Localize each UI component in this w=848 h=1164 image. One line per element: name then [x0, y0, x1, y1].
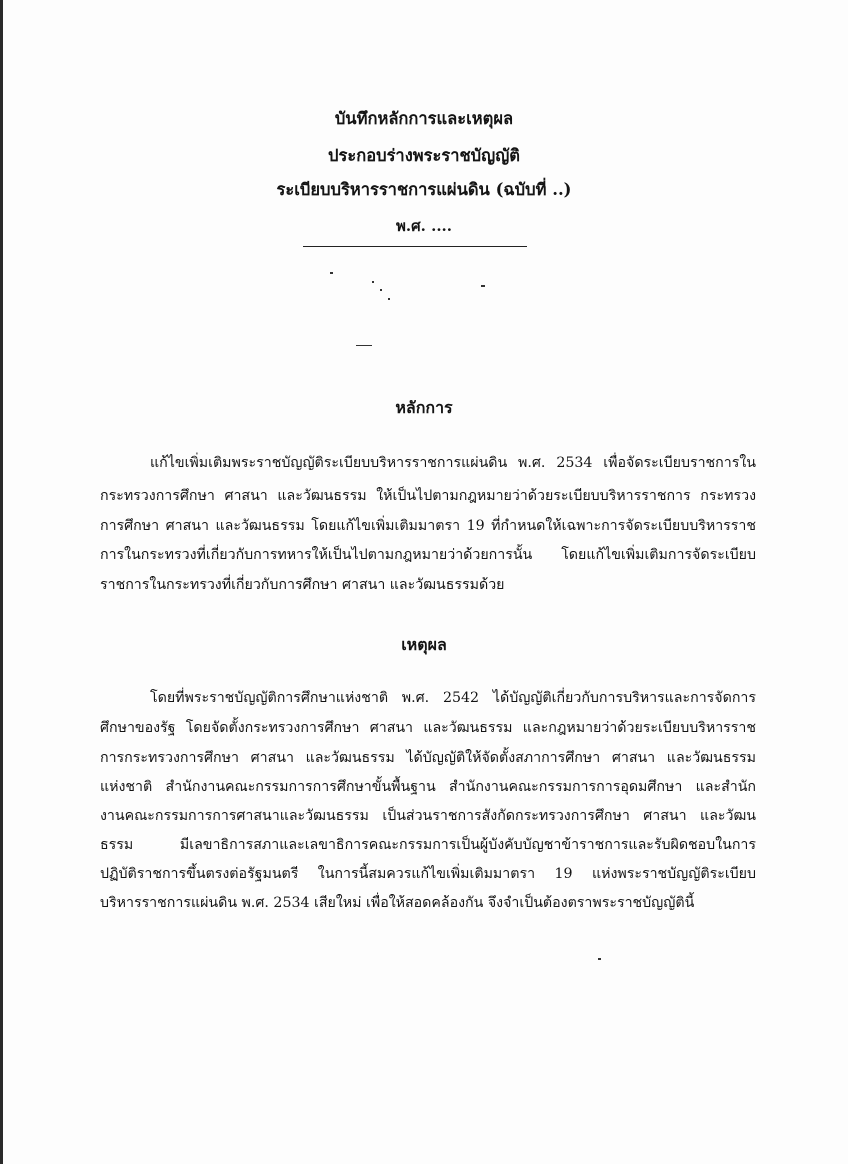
scan-speck: [330, 272, 333, 274]
scan-speck: [380, 289, 382, 291]
header-rule: [303, 246, 527, 247]
reason-line: โดยที่พระราชบัญญัติการศึกษาแห่งชาติ พ.ศ. 2542 ได้บัญญัติเกี่ยวกับการบริหารและการจัดการ: [150, 690, 756, 706]
reason-line: งานคณะกรรมการการศาสนาและวัฒนธรรม เป็นส่วนราชการสังกัดกระทรวงการศึกษา ศาสนา และวัฒน: [100, 808, 756, 824]
reason-line: ปฏิบัติราชการขึ้นตรงต่อรัฐมนตรี ในการนี้สมควรแก้ไขเพิ่มเติมมาตรา 19 แห่งพระราชบัญญัติระเบียบ: [100, 866, 756, 882]
memo-subtitle: ประกอบร่างพระราชบัญญัติ: [328, 146, 520, 165]
reason-line: การกระทรวงการศึกษา ศาสนา และวัฒนธรรม ได้บัญญัติให้จัดตั้งสภาการศึกษา ศาสนา และวัฒนธรรม: [100, 750, 756, 766]
reason-line: ธรรม มีเลขาธิการสภาและเลขาธิการคณะกรรมการเป็นผู้บังคับบัญชาข้าราชการและรับผิดชอบในการ: [100, 837, 756, 853]
principle-line: ราชการในกระทรวงที่เกี่ยวกับการศึกษา ศาสนา และวัฒนธรรมด้วย: [100, 577, 505, 593]
reason-line: ศึกษาของรัฐ โดยจัดตั้งกระทรวงการศึกษา ศาสนา และวัฒนธรรม และกฎหมายว่าด้วยระเบียบบริหารราช: [100, 720, 756, 736]
scan-speck: [356, 345, 372, 346]
principle-title: หลักการ: [395, 398, 453, 417]
memo-title: บันทึกหลักการและเหตุผล: [334, 109, 514, 128]
scan-edge: [0, 0, 3, 1164]
principle-line: กระทรวงการศึกษา ศาสนา และวัฒนธรรม ให้เป็นไปตามกฎหมายว่าด้วยระเบียบบริหารราชการ กระทรวง: [100, 488, 756, 504]
principle-line: การในกระทรวงที่เกี่ยวกับการทหารให้เป็นไปตามกฎหมายว่าด้วยการนั้น โดยแก้ไขเพิ่มเติมการจัดระเบียบ: [100, 547, 756, 563]
principle-line: การศึกษา ศาสนา และวัฒนธรรม โดยแก้ไขเพิ่มเติมมาตรา 19 ที่กำหนดให้เฉพาะการจัดระเบียบบริหารราช: [100, 518, 756, 534]
scan-speck: [372, 281, 374, 283]
act-name: ระเบียบบริหารราชการแผ่นดิน (ฉบับที่ ..): [276, 180, 572, 199]
reason-line: บริหารราชการแผ่นดิน พ.ศ. 2534 เสียใหม่ เพื่อให้สอดคล้องกัน จึงจำเป็นต้องตราพระราชบัญญัตินี้: [100, 895, 695, 911]
act-year: พ.ศ. ....: [396, 217, 452, 235]
reason-title: เหตุผล: [401, 635, 447, 654]
scan-speck: [481, 285, 485, 287]
scan-speck: [388, 298, 390, 300]
reason-line: แห่งชาติ สำนักงานคณะกรรมการการศึกษาขั้นพื้นฐาน สำนักงานคณะกรรมการการอุดมศึกษา และสำนัก: [100, 779, 756, 795]
scan-speck: [598, 958, 601, 960]
principle-line: แก้ไขเพิ่มเติมพระราชบัญญัติระเบียบบริหารราชการแผ่นดิน พ.ศ. 2534 เพื่อจัดระเบียบราชการใน: [150, 455, 756, 471]
